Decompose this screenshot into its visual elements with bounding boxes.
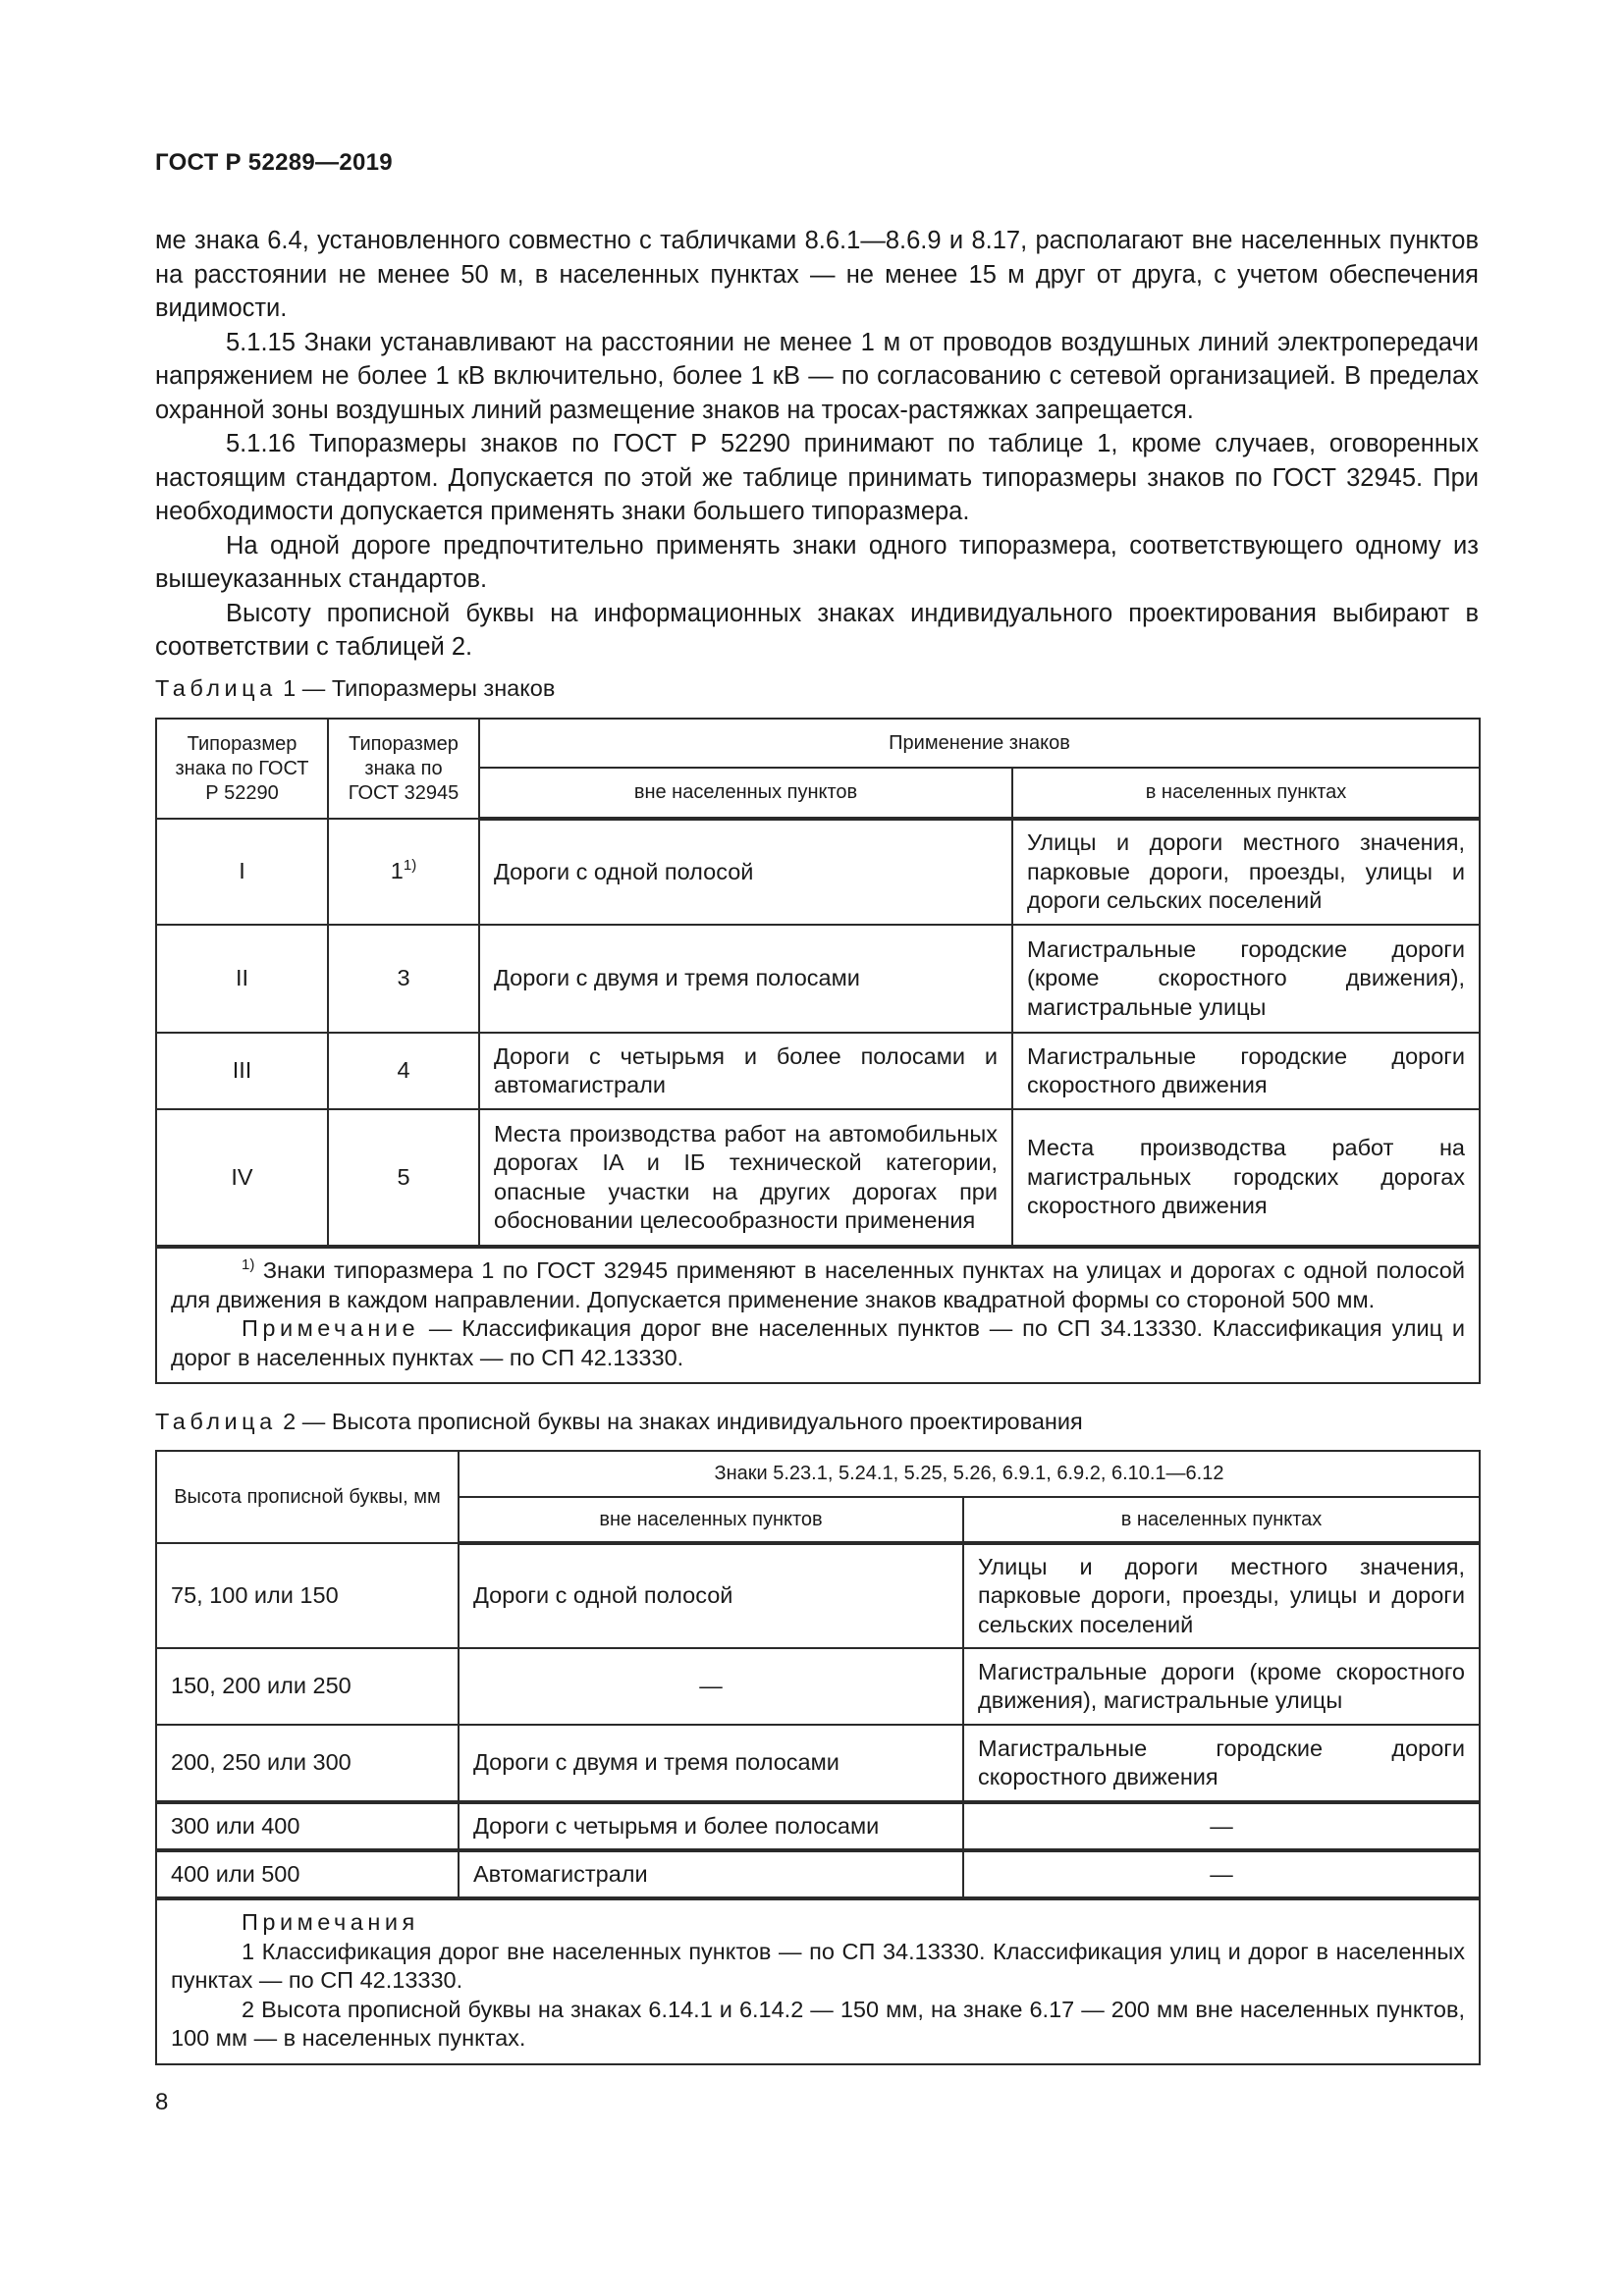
table1-cell: Дороги с одной полосой xyxy=(479,819,1012,925)
page-number: 8 xyxy=(155,2089,169,2115)
table1 xyxy=(155,718,1481,1384)
table1-cell: III xyxy=(156,1033,328,1109)
footnote-marker: 1) xyxy=(403,857,417,875)
table1-cell: Дороги с четырьмя и более полосами и автомагистрали xyxy=(479,1033,1012,1109)
table1-footnote-cell xyxy=(156,1247,1480,1383)
table-row xyxy=(156,819,1480,925)
table-row xyxy=(156,1850,1480,1898)
table1-caption-word: Таблица xyxy=(155,675,277,701)
table2-cell: 75, 100 или 150 xyxy=(156,1543,459,1648)
note-text: — Классификация дорог вне населенных пунктов — по СП 34.13330. Классификация улиц и дорог в населенных пунктах — по СП 42.13330. xyxy=(171,1315,1466,1370)
note-word: Примечание xyxy=(242,1315,420,1341)
table1-cell: Места производства работ на магистральных городских дорогах скоростного движения xyxy=(1012,1109,1480,1247)
table2-notes-row xyxy=(156,1898,1480,2064)
table2-header-col2: вне населенных пунктов xyxy=(459,1497,963,1543)
table1-header-col2: Типоразмер знака по ГОСТ 32945 xyxy=(328,719,479,819)
table1-cell: IV xyxy=(156,1109,328,1247)
table1-caption-rest: 1 — Типоразмеры знаков xyxy=(276,675,556,701)
paragraph: ме знака 6.4, установленного совместно с табличками 8.6.1—8.6.9 и 8.17, располагают вне населенных пунктов на расстоянии не менее 50 м, в населенных пунктах — не менее 15 м друг от друга, с учетом обеспечения видимости. xyxy=(155,227,1479,322)
table1-cell-value: 1 xyxy=(390,858,404,884)
table2-cell: 200, 250 или 300 xyxy=(156,1725,459,1802)
table1-cell: Улицы и дороги местного значения, парковые дороги, проезды, улицы и дороги сельских поселений xyxy=(1012,819,1480,925)
table2-note: 2 Высота прописной буквы на знаках 6.14.1 и 6.14.2 — 150 мм, на знаке 6.17 — 200 мм вне населенных пунктов, 100 мм — в населенных пунктах. xyxy=(171,1996,1465,2051)
table1-cell: 3 xyxy=(328,925,479,1033)
table1-cell: Магистральные городские дороги (кроме скоростного движения), магистральные улицы xyxy=(1012,925,1480,1033)
table1-header-col4: в населенных пунктах xyxy=(1012,768,1480,819)
table2-cell: Дороги с одной полосой xyxy=(459,1543,963,1648)
table2-header-group: Знаки 5.23.1, 5.24.1, 5.25, 5.26, 6.9.1, 6.9.2, 6.10.1—6.12 xyxy=(459,1451,1480,1497)
table2 xyxy=(155,1450,1481,2065)
table-row xyxy=(156,925,1480,1033)
table1-cell: 5 xyxy=(328,1109,479,1247)
table2-cell: Автомагистрали xyxy=(459,1850,963,1898)
document-header: ГОСТ Р 52289—2019 xyxy=(155,149,393,176)
paragraph: Высоту прописной буквы на информационных знаках индивидуального проектирования выбирают в соответствии с таблицей 2. xyxy=(155,599,1479,661)
table1-cell: 4 xyxy=(328,1033,479,1109)
table-row xyxy=(156,1033,1480,1109)
table-row xyxy=(156,1109,1480,1247)
table2-cell: — xyxy=(963,1850,1480,1898)
table1-footnote xyxy=(171,1256,1465,1314)
table-row xyxy=(156,1725,1480,1802)
table2-cell: Дороги с четырьмя и более полосами xyxy=(459,1802,963,1850)
footnote-marker: 1) xyxy=(242,1256,255,1273)
table2-notes-title: Примечания xyxy=(242,1909,419,1935)
table2-header-col3: в населенных пунктах xyxy=(963,1497,1480,1543)
table1-header-col1: Типоразмер знака по ГОСТ Р 52290 xyxy=(156,719,328,819)
table2-cell: 300 или 400 xyxy=(156,1802,459,1850)
table1-cell: II xyxy=(156,925,328,1033)
table2-cell: Дороги с двумя и тремя полосами xyxy=(459,1725,963,1802)
table1-note xyxy=(171,1314,1465,1372)
table1-cell xyxy=(328,819,479,925)
table2-caption-word: Таблица xyxy=(155,1409,277,1434)
table2-cell: Магистральные городские дороги скоростного движения xyxy=(963,1725,1480,1802)
table2-cell: — xyxy=(963,1802,1480,1850)
paragraph: 5.1.16 Типоразмеры знаков по ГОСТ Р 52290 принимают по таблице 1, кроме случаев, оговоренных настоящим стандартом. Допускается по этой же таблице принимать типоразмеры знаков по ГОСТ 32945. При необходимости допускается применять знаки большего типоразмера. xyxy=(155,430,1479,525)
paragraph: 5.1.15 Знаки устанавливают на расстоянии не менее 1 м от проводов воздушных линий электропередачи напряжением не более 1 кВ включительно, более 1 кВ — по согласованию с сетевой организацией. В пределах охранной зоны воздушных линий размещение знаков на тросах-растяжках запрещается. xyxy=(155,328,1479,424)
table2-notes-cell xyxy=(156,1898,1480,2064)
table-row xyxy=(156,1802,1480,1850)
table1-header-col3: вне населенных пунктов xyxy=(479,768,1012,819)
table1-caption xyxy=(155,673,555,703)
table1-cell: Места производства работ на автомобильных дорогах IA и IБ технической категории, опасные участки на других дорогах при обосновании целесообразности применения xyxy=(479,1109,1012,1247)
footnote-text: Знаки типоразмера 1 по ГОСТ 32945 применяют в населенных пунктах на улицах и дорогах с одной полосой для движения в каждом направлении. Допускается применение знаков квадратной формы со стороной 500 мм. xyxy=(171,1257,1466,1312)
paragraph: На одной дороге предпочтительно применять знаки одного типоразмера, соответствующего одному из вышеуказанных стандартов. xyxy=(155,531,1479,593)
table2-header-col1: Высота прописной буквы, мм xyxy=(156,1451,459,1543)
table-row xyxy=(156,1543,1480,1648)
table2-cell: — xyxy=(459,1648,963,1725)
table2-cell: 400 или 500 xyxy=(156,1850,459,1898)
body-text xyxy=(155,224,1479,665)
table1-footnote-row xyxy=(156,1247,1480,1383)
table2-cell: Магистральные дороги (кроме скоростного движения), магистральные улицы xyxy=(963,1648,1480,1725)
table1-cell: Дороги с двумя и тремя полосами xyxy=(479,925,1012,1033)
table-row xyxy=(156,1648,1480,1725)
table2-caption xyxy=(155,1407,1083,1436)
table1-cell: I xyxy=(156,819,328,925)
table2-cell: Улицы и дороги местного значения, парковые дороги, проезды, улицы и дороги сельских поселений xyxy=(963,1543,1480,1648)
table1-header-group: Применение знаков xyxy=(479,719,1480,768)
table2-cell: 150, 200 или 250 xyxy=(156,1648,459,1725)
table1-cell: Магистральные городские дороги скоростного движения xyxy=(1012,1033,1480,1109)
table2-note: 1 Классификация дорог вне населенных пунктов — по СП 34.13330. Классификация улиц и дорог в населенных пунктах — по СП 42.13330. xyxy=(171,1938,1465,1993)
table2-caption-rest: 2 — Высота прописной буквы на знаках индивидуального проектирования xyxy=(276,1409,1083,1434)
